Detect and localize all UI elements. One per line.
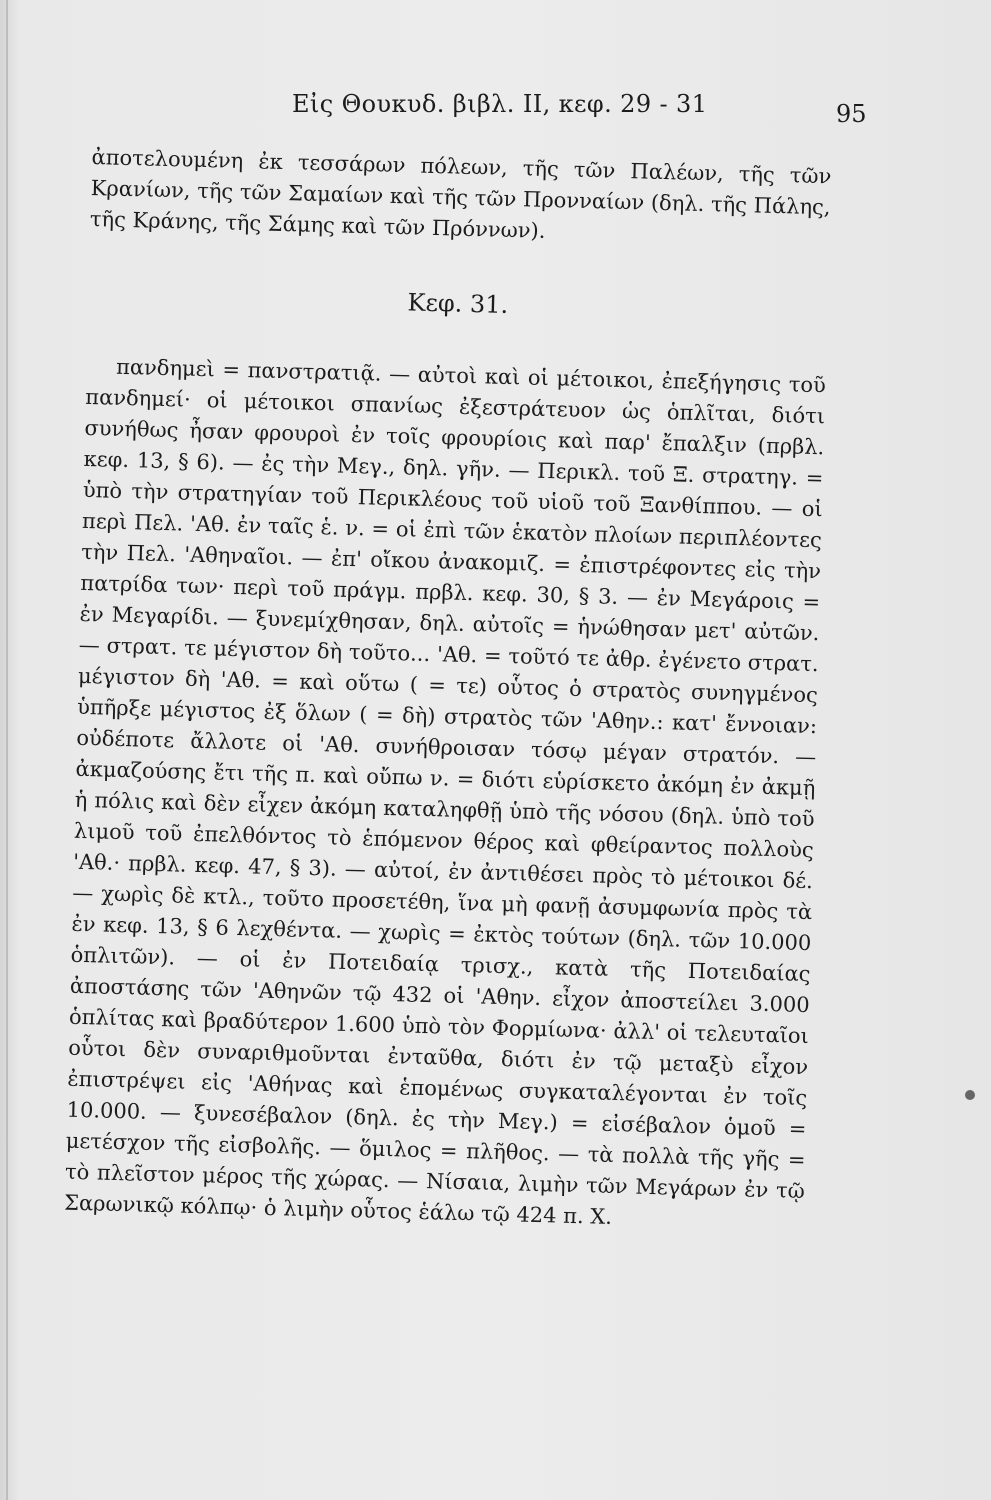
page-header [0, 72, 991, 132]
page-number: 95 [836, 100, 867, 128]
commentary-paragraph: πανδημεὶ = πανστρατιᾷ. — αὐτοὶ καὶ οἱ μέτοικοι, ἐπεξήγησις τοῦ πανδημεί· οἱ μέτοικοι σπανίως ἐξεστράτευον ὡς ὁπλῖται, διότι συνήθως ἦσαν φρουροὶ ἐν τοῖς φρουρίοις καὶ παρ' ἔπαλξιν (πρβλ. κεφ. 13, § 6). — ἐς τὴν Μεγ., δηλ. γῆν. — Περικλ. τοῦ Ξ. στρατηγ. = ὑπὸ τὴν στρατηγίαν τοῦ Περικλέους τοῦ υἱοῦ τοῦ Ξανθίππου. — οἱ περὶ Πελ. 'Αθ. ἐν ταῖς ἑ. ν. = οἱ ἐπὶ τῶν ἑκατὸν πλοίων περιπλέοντες τὴν Πελ. 'Αθηναῖοι. — ἐπ' οἴκου ἀνακομιζ. = ἐπιστρέφοντες εἰς τὴν πατρίδα των· περὶ τοῦ πράγμ. πρβλ. κεφ. 30, § 3. — ἐν Μεγάροις = ἐν Μεγαρίδι. — ξυνεμίχθησαν, δηλ. αὐτοῖς = ἡνώθησαν μετ' αὐτῶν. — στρατ. τε μέγιστον δὴ τοῦτο... 'Αθ. = τοῦτό τε ἀθρ. ἐγένετο στρατ. μέγιστον δὴ 'Αθ. = καὶ οὕτω ( = τε) οὗτος ὁ στρατὸς συνηγμένος ὑπῆρξε μέγιστος ἐξ ὅλων ( = δὴ) στρατὸς τῶν 'Αθην.: κατ' ἔννοιαν: οὐδέποτε ἄλλοτε οἱ 'Αθ. συνήθροισαν τόσῳ μέγαν στρατόν. — ἀκμαζούσης ἔτι τῆς π. καὶ οὔπω ν. = διότι εὑρίσκετο ἀκόμη ἐν ἀκμῇ ἡ πόλις καὶ δὲν εἶχεν ἀκόμη καταληφθῇ ὑπὸ τῆς νόσου (δηλ. ὑπὸ τοῦ λιμοῦ τοῦ ἐπελθόντος τὸ ἑπόμενον θέρος καὶ φθείραντος πολλοὺς 'Αθ.· πρβλ. κεφ. 47, § 3). — αὐτοί, ἐν ἀντιθέσει πρὸς τὸ μέτοικοι δέ. — χωρὶς δὲ κτλ., τοῦτο προσετέθη, ἵνα μὴ φανῇ ἀσυμφωνία πρὸς τὰ ἐν κεφ. 13, § 6 λεχθέντα. — χωρὶς = ἐκτὸς τούτων (δηλ. τῶν 10.000 ὁπλιτῶν). — οἱ ἐν Ποτειδαίᾳ τρισχ., κατὰ τῆς Ποτειδαίας ἀποστάσης τῶν 'Αθηνῶν τῷ 432 οἱ 'Αθην. εἶχον ἀποστείλει 3.000 ὁπλίτας καὶ βραδύτερον 1.600 ὑπὸ τὸν Φορμίωνα· ἀλλ' οἱ τελευταῖοι οὗτοι δὲν συναριθμοῦνται ἐνταῦθα, διότι ἐν τῷ μεταξὺ εἶχον ἐπιστρέψει εἰς 'Αθήνας καὶ ἑπομένως συγκαταλέγονται ἐν τοῖς 10.000. — ξυνεσέβαλον (δηλ. ἐς τὴν Μεγ.) = εἰσέβαλον ὁμοῦ = μετέσχον τῆς εἰσβολῆς. — ὅμιλος = πλῆθος. — τὰ πολλὰ τῆς γῆς = τὸ πλεῖστον μέρος τῆς χώρας. — Νίσαια, λιμὴν τῶν Μεγάρων ἐν τῷ Σαρωνικῷ κόλπῳ· ὁ λιμὴν οὗτος ἑάλω τῷ 424 π. Χ. [63, 354, 833, 1229]
intro-paragraph: ἀποτελουμένη ἐκ τεσσάρων πόλεων, τῆς τῶν Παλέων, τῆς τῶν Κρανίων, τῆς τῶν Σαμαίων καὶ τῆς τῶν Προνναίων (δηλ. τῆς Πάλης, τῆς Κράνης, τῆς Σάμης καὶ τῶν Πρόννων). [89, 144, 839, 243]
text-body [63, 142, 839, 1238]
section-heading: Κεφ. 31. [407, 288, 509, 319]
running-head: Εἰς Θουκυδ. βιβλ. II, κεφ. 29 - 31 [292, 90, 708, 118]
page-edge [6, 0, 8, 1500]
margin-dot [965, 1090, 975, 1100]
